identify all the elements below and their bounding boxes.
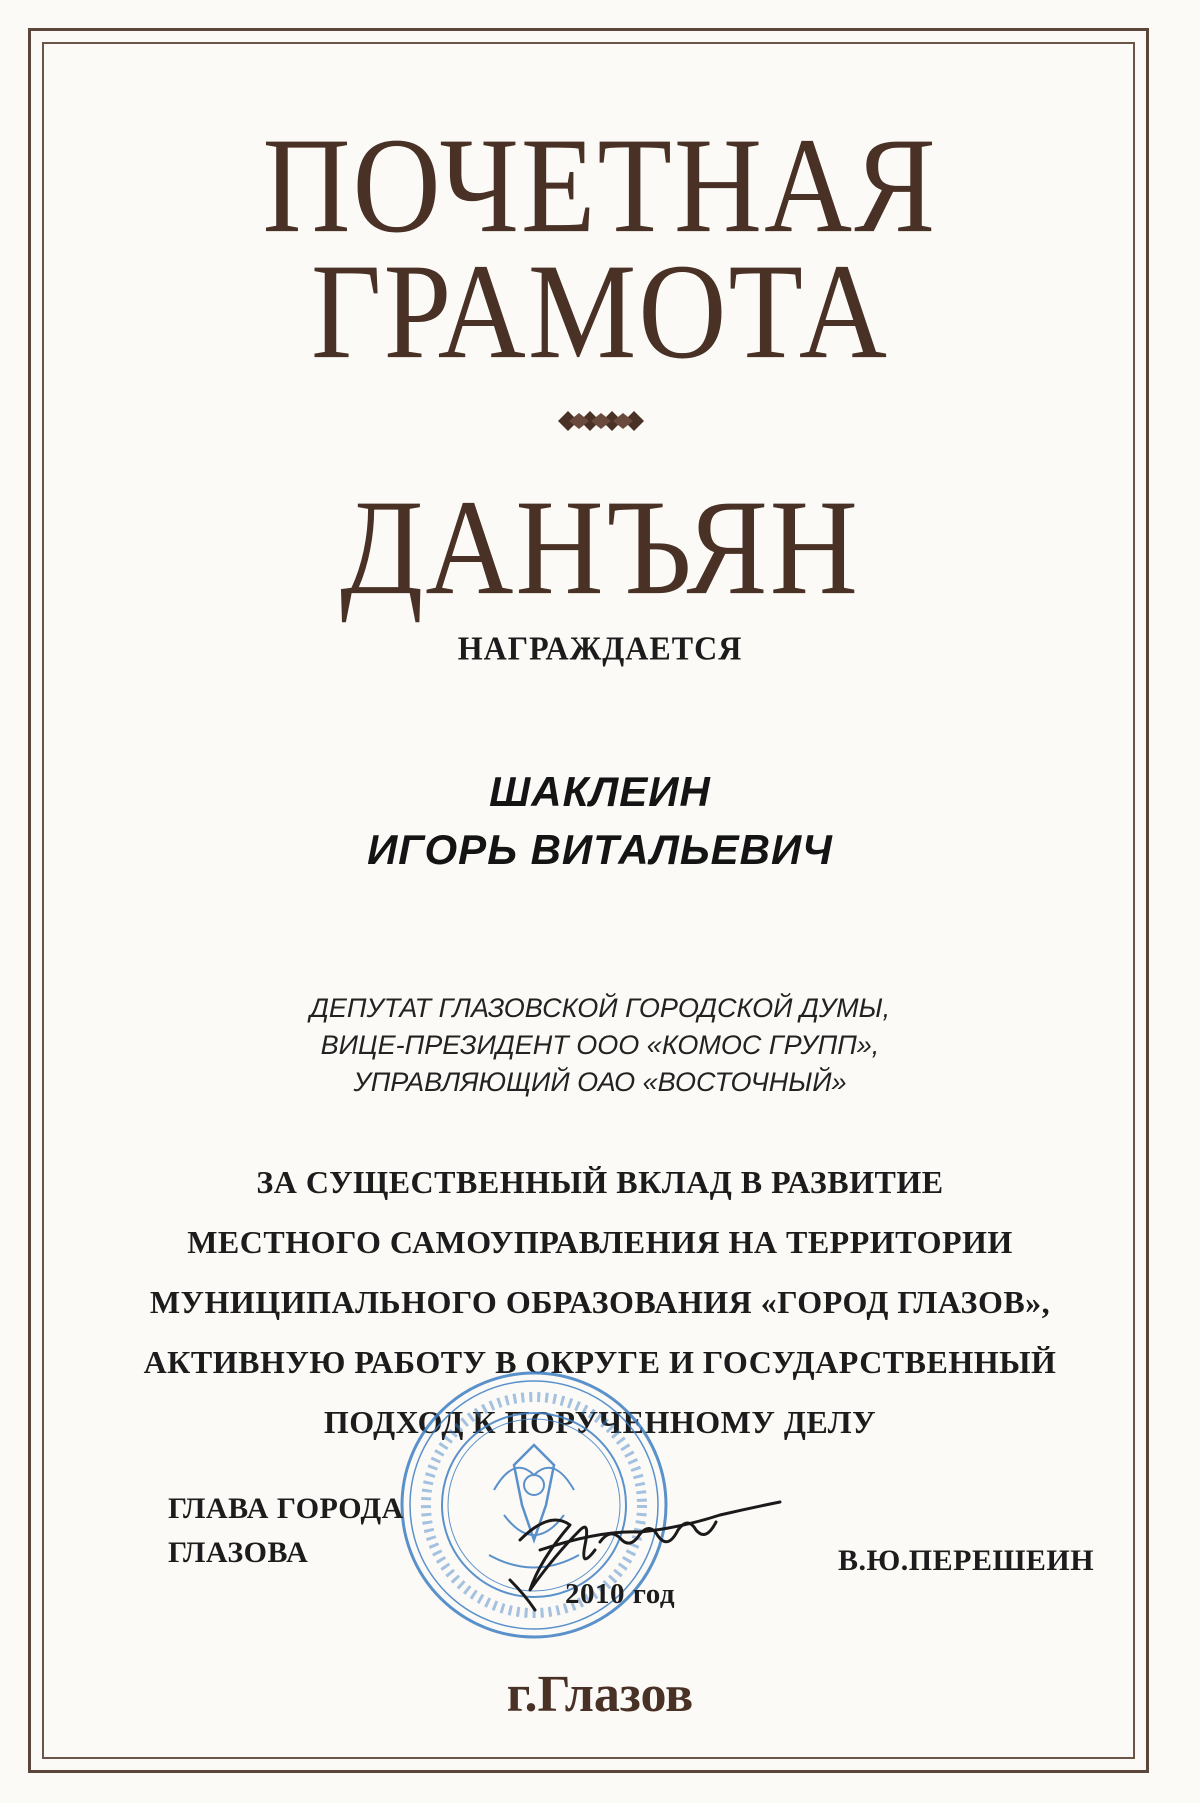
- issue-city: г.Глазов: [506, 1666, 694, 1723]
- title-line-2: ГРАМОТА: [310, 236, 889, 388]
- title-udmurt: ДАНЪЯН: [340, 472, 860, 624]
- reason-line: МУНИЦИПАЛЬНОГО ОБРАЗОВАНИЯ «ГОРОД ГЛАЗОВ»,: [149, 1284, 1051, 1320]
- title-line-1: ПОЧЕТНАЯ: [262, 110, 938, 262]
- recipient-surname: ШАКЛЕИН: [489, 768, 711, 815]
- signatory-name: В.Ю.ПЕРЕШЕИН: [838, 1544, 1095, 1577]
- position-line: ВИЦЕ-ПРЕЗИДЕНТ ООО «КОМОС ГРУПП»,: [320, 1030, 880, 1060]
- reason-line: МЕСТНОГО САМОУПРАВЛЕНИЯ НА ТЕРРИТОРИИ: [187, 1224, 1013, 1260]
- reason-line: ЗА СУЩЕСТВЕННЫЙ ВКЛАД В РАЗВИТИЕ: [256, 1164, 944, 1200]
- position-line: ДЕПУТАТ ГЛАЗОВСКОЙ ГОРОДСКОЙ ДУМЫ,: [309, 993, 891, 1023]
- signatory-title-line-1: ГЛАВА ГОРОДА: [168, 1492, 404, 1525]
- diamond-ornament-icon: [548, 404, 652, 438]
- issue-year: 2010 год: [565, 1578, 676, 1610]
- signatory-title-line-2: ГЛАЗОВА: [168, 1536, 309, 1569]
- reason-line: АКТИВНУЮ РАБОТУ В ОКРУГЕ И ГОСУДАРСТВЕННЫЙ: [143, 1344, 1057, 1380]
- reason-line: ПОДХОД К ПОРУЧЕННОМУ ДЕЛУ: [323, 1404, 877, 1440]
- position-line: УПРАВЛЯЮЩИЙ ОАО «ВОСТОЧНЫЙ»: [353, 1067, 847, 1097]
- awarded-label: НАГРАЖДАЕТСЯ: [457, 629, 743, 667]
- recipient-given-names: ИГОРЬ ВИТАЛЬЕВИЧ: [367, 826, 833, 873]
